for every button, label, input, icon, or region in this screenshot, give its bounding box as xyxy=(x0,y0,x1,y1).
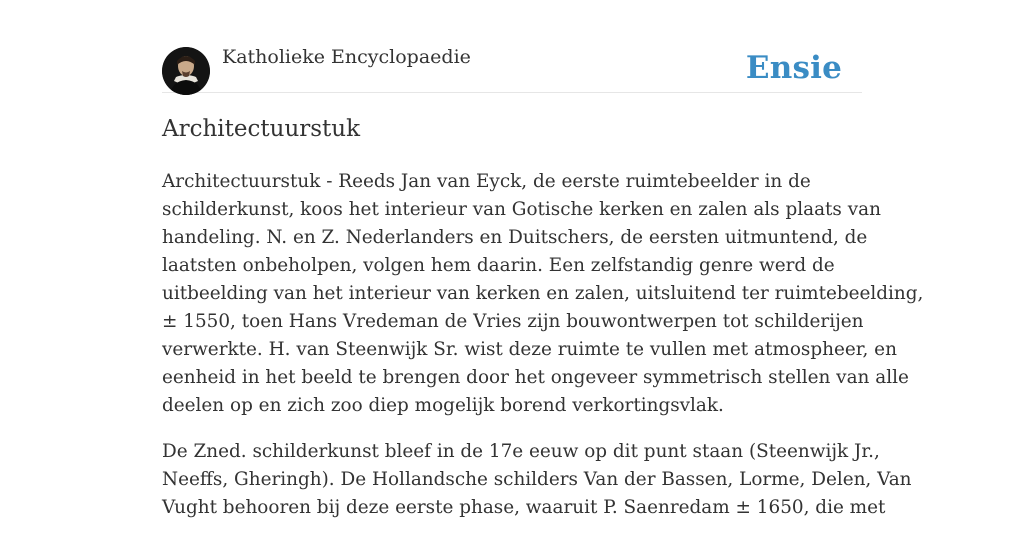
text-line: handeling. N. en Z. Nederlanders en Duitschers, de eersten uitmuntend, de xyxy=(162,227,868,248)
portrait-avatar-icon[interactable] xyxy=(162,47,210,95)
text-line: uitbeelding van het interieur van kerken en zalen, uitsluitend ter ruimtebeelding, xyxy=(162,283,924,304)
text-line: Vught behooren bij deze eerste phase, waaruit P. Saenredam ± 1650, die met xyxy=(162,497,886,518)
text-line: ± 1550, toen Hans Vredeman de Vries zijn bouwontwerpen tot schilderijen xyxy=(162,311,864,332)
brand-logo[interactable]: Ensie xyxy=(745,50,842,86)
text-line: deelen op en zich zoo diep mogelijk borend verkortingsvlak. xyxy=(162,395,724,416)
paragraph xyxy=(162,168,924,420)
text-line: Architectuurstuk - Reeds Jan van Eyck, de eerste ruimtebeelder in de xyxy=(162,171,811,192)
text-line: verwerkte. H. van Steenwijk Sr. wist deze ruimte te vullen met atmospheer, en xyxy=(162,339,897,360)
article-body xyxy=(162,168,924,540)
text-line: Neeffs, Gheringh). De Hollandsche schilders Van der Bassen, Lorme, Delen, Van xyxy=(162,469,912,490)
page-container xyxy=(162,0,924,518)
text-line: laatsten onbeholpen, volgen hem daarin. Een zelfstandig genre werd de xyxy=(162,255,835,276)
page-title: Architectuurstuk xyxy=(162,116,361,142)
text-line: eenheid in het beeld te brengen door het ongeveer symmetrisch stellen van alle xyxy=(162,367,909,388)
source-name[interactable]: Katholieke Encyclopaedie xyxy=(222,46,471,68)
site-header xyxy=(162,0,862,93)
text-line: schilderkunst, koos het interieur van Gotische kerken en zalen als plaats van xyxy=(162,199,881,220)
portrait-icon xyxy=(162,47,210,95)
paragraph xyxy=(162,438,912,522)
text-line: De Zned. schilderkunst bleef in de 17e eeuw op dit punt staan (Steenwijk Jr., xyxy=(162,441,880,462)
